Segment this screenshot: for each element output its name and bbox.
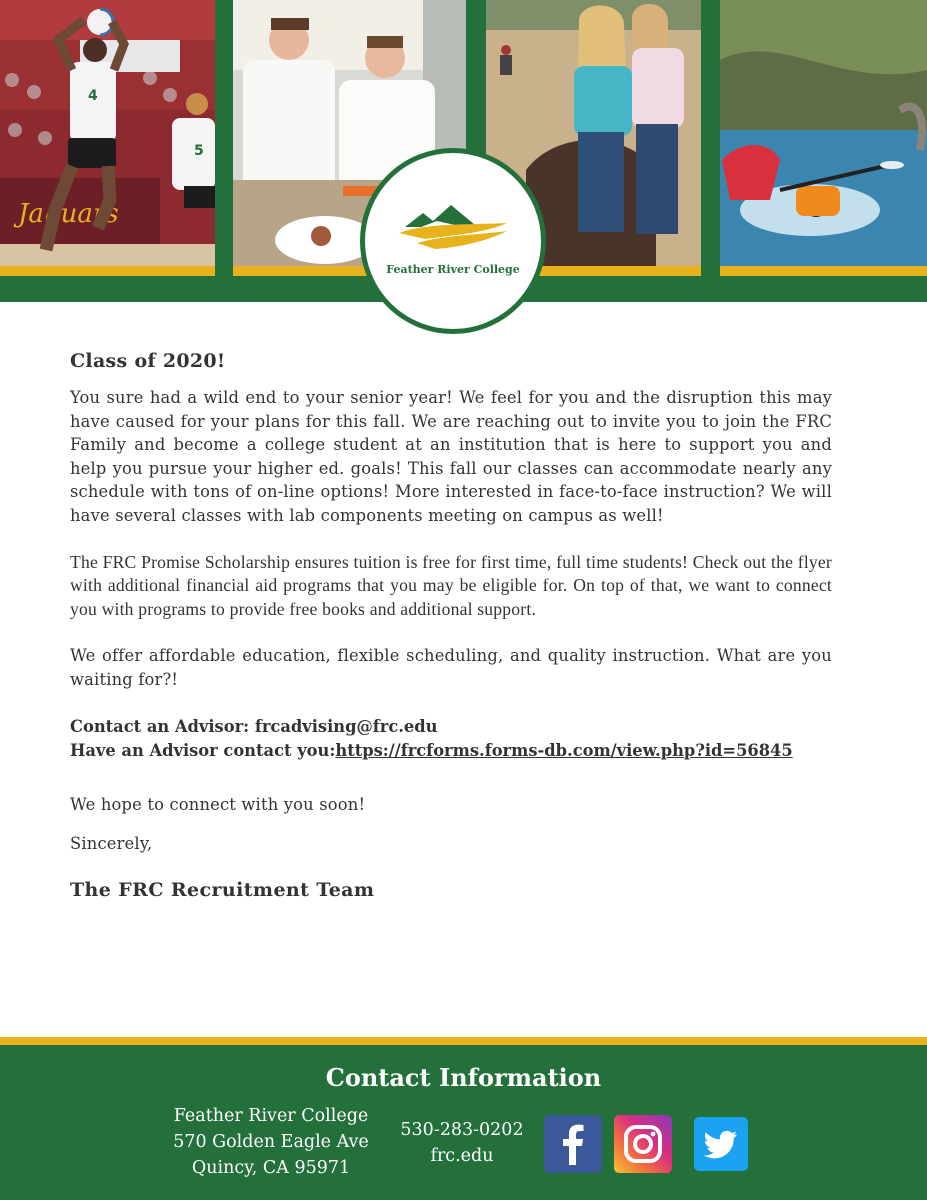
footer-title: Contact Information: [325, 1063, 602, 1092]
instagram-icon[interactable]: [614, 1115, 672, 1173]
volleyball-photo: [0, 0, 215, 276]
college-logo: [360, 148, 546, 334]
logo-text: Feather River College: [386, 263, 520, 276]
closing-line: We hope to connect with you soon!: [70, 794, 366, 814]
address-line-2: 570 Golden Eagle Ave: [173, 1132, 369, 1152]
phone-number[interactable]: 530-283-0202: [400, 1120, 524, 1140]
footer-gold-rule: [0, 1037, 927, 1045]
svg-text:5: 5: [194, 143, 204, 159]
header-banner: [0, 0, 927, 302]
kayak-photo: [720, 0, 927, 276]
twitter-icon[interactable]: [694, 1117, 748, 1171]
paragraph-scholarship: The FRC Promise Scholarship ensures tuition is free for first time, full time students! Check out the flyer with additional financial aid programs that you may be eligible for. On top of that, we want to connect you with programs to provide free books and additional support.: [70, 551, 832, 619]
college-address: [160, 1103, 382, 1181]
paragraph-intro: You sure had a wild end to your senior year! We feel for you and the disruption this may have caused for your plans for this fall. We are reaching out to invite you to join the FRC Family and become a college student at an institution that is here to support you and help you pursue your higher ed. goals! This fall our classes can accommodate nearly any schedule with tons of on-line options! More interested in face-to-face instruction? We will have several classes with lab components meeting on campus as well!: [70, 388, 832, 525]
have-advisor-label: Have an Advisor contact you:: [70, 740, 336, 760]
facebook-icon[interactable]: [544, 1115, 602, 1173]
paragraph-offer: We offer affordable education, flexible scheduling, and quality instruction. What are you waiting for?!: [70, 646, 832, 689]
sign-off: Sincerely,: [70, 833, 153, 853]
advisor-email-link[interactable]: frcadvising@frc.edu: [254, 716, 438, 736]
have-advisor-line: [70, 739, 832, 763]
letter-body: [70, 350, 832, 901]
contact-advisor-label: Contact an Advisor:: [70, 716, 255, 736]
mountain-logo-icon: [395, 203, 511, 253]
phone-website: [388, 1117, 536, 1169]
website-link[interactable]: frc.edu: [430, 1146, 494, 1166]
address-line-3: Quincy, CA 95971: [191, 1158, 351, 1178]
contact-advisor-line: [70, 715, 832, 739]
svg-text:Jaguars: Jaguars: [18, 199, 119, 229]
letter-greeting: Class of 2020!: [70, 350, 226, 372]
advisor-form-link[interactable]: https://frcforms.forms-db.com/view.php?id=56845: [335, 740, 793, 760]
contact-footer: [0, 1045, 927, 1200]
signature: The FRC Recruitment Team: [70, 878, 375, 901]
svg-text:4: 4: [88, 88, 98, 104]
address-line-1: Feather River College: [173, 1106, 369, 1126]
advisor-contact-block: [70, 715, 832, 763]
